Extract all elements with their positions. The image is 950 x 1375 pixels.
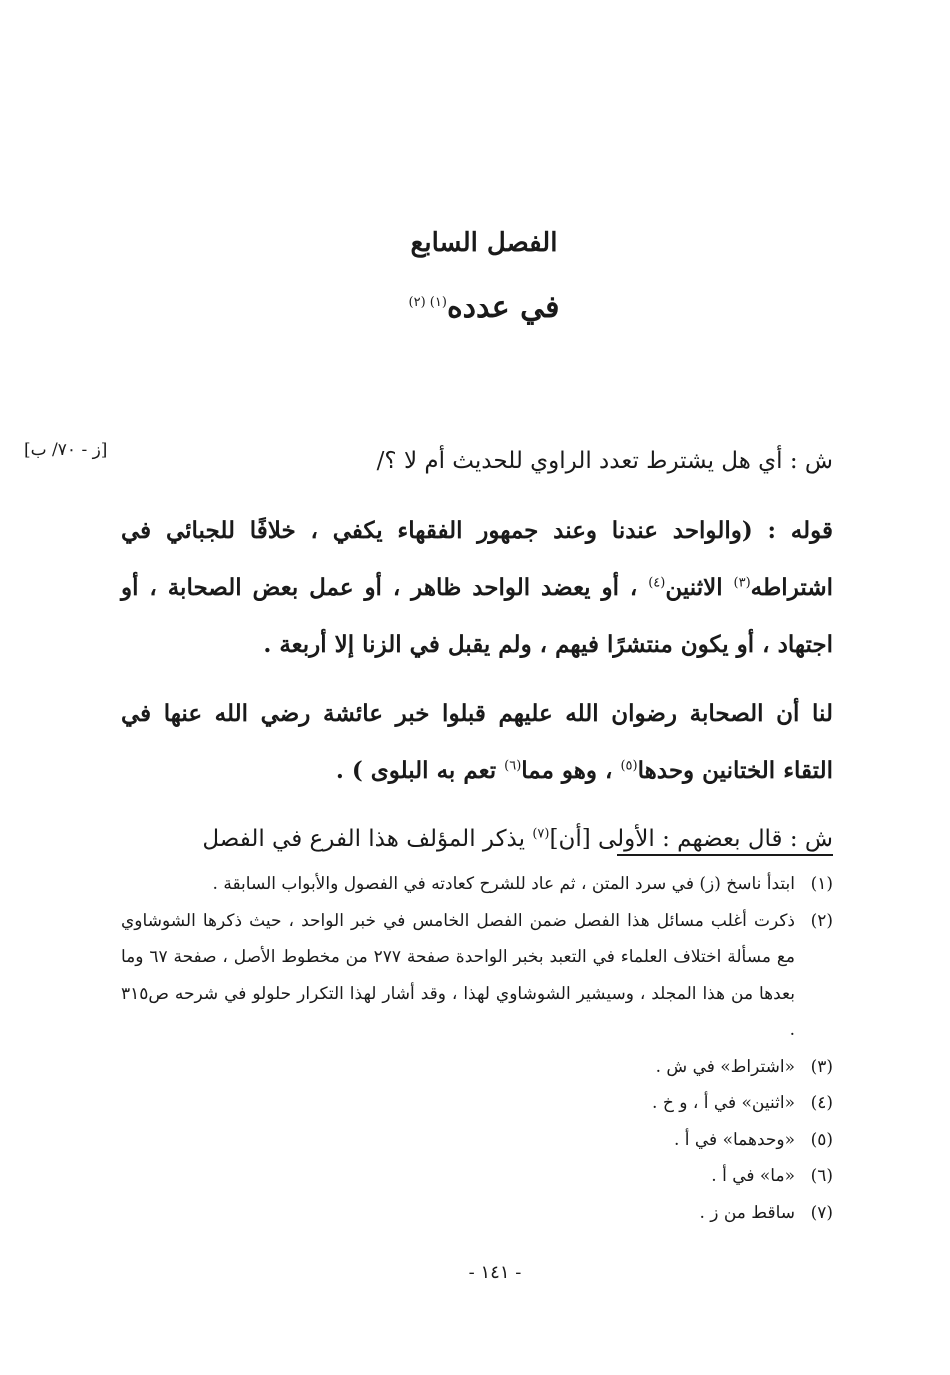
paragraph-text: ش : قال بعضهم : الأولى [أن] bbox=[549, 826, 833, 852]
chapter-title: الفصل السابع bbox=[410, 228, 558, 258]
footnote-ref: (٤) bbox=[648, 575, 666, 591]
page-number: - ١٤١ - bbox=[468, 1262, 522, 1283]
footnote bbox=[121, 903, 833, 1049]
chapter-subtitle bbox=[0, 290, 950, 325]
paragraph bbox=[121, 685, 833, 799]
footnote-number: (١) bbox=[810, 874, 833, 894]
paragraph-text: قوله : (والواحد عندنا وعند جمهور الفقهاء يكفي ، خلافًا للجبائي في اشتراطه bbox=[121, 517, 833, 601]
footnote-number: (٥) bbox=[810, 1129, 833, 1150]
footnotes bbox=[121, 866, 833, 1231]
footnote-number: (٣) bbox=[810, 1056, 833, 1077]
footnote-number: (٦) bbox=[810, 1166, 833, 1186]
paragraph-text: تعم به البلوى ) . bbox=[335, 757, 505, 784]
footnote-ref: (٧) bbox=[532, 826, 550, 842]
footnote-text: ساقط من ز . bbox=[699, 1202, 795, 1223]
footnote bbox=[121, 1085, 833, 1122]
footnote bbox=[121, 1122, 833, 1159]
paragraph bbox=[121, 811, 833, 868]
manuscript-folio-reference: [ز - ٧٠/ ب] bbox=[24, 440, 108, 460]
paragraph-text: ، أو يعضد الواحد ظاهر ، أو عمل بعض الصحابة ، أو اجتهاد ، أو يكون منتشرًا فيهم ، ولم يقبل في الزنا إلا أربعة . bbox=[121, 574, 833, 658]
paragraph-text: يذكر المؤلف هذا الفرع في الفصل bbox=[202, 826, 533, 852]
paragraph-text: ش : أي هل يشترط تعدد الراوي للحديث أم لا ؟/ bbox=[376, 448, 833, 474]
paragraph bbox=[121, 433, 833, 490]
footnote-number: (٤) bbox=[810, 1093, 833, 1113]
footnote bbox=[121, 1158, 833, 1195]
footnote-separator bbox=[617, 854, 833, 856]
footnote-ref: (٣) bbox=[733, 575, 751, 591]
paragraph bbox=[121, 502, 833, 673]
main-text bbox=[121, 433, 833, 880]
footnote-text: ابتدأ ناسخ (ز) في سرد المتن ، ثم عاد للشرح كعادته في الفصول والأبواب السابقة . bbox=[212, 874, 795, 894]
footnote-number: (٧) bbox=[810, 1202, 833, 1223]
footnote bbox=[121, 1049, 833, 1086]
footnote-text: «اثنين» في أ ، و خ . bbox=[652, 1093, 795, 1113]
chapter-subtitle-text: في عدده bbox=[446, 290, 560, 325]
footnote-text: ذكرت أغلب مسائل هذا الفصل ضمن الفصل الخامس في خبر الواحد ، حيث ذكرها الشوشاوي مع مسألة اختلاف العلماء في التعبد بخبر الواحدة صفحة ٢٧٧ من مخطوط الأصل ، صفحة ٦٧ وما بعدها من هذا المجلد ، وسيشير الشوشاوي لهذا ، وقد أشار لهذا التكرار حلولو في شرحه ص٣١٥ . bbox=[121, 910, 795, 1040]
footnote-number: (٢) bbox=[810, 910, 833, 931]
chapter-subtitle-footnote-refs: (١) (٢) bbox=[408, 295, 447, 310]
footnote-text: «ما» في أ . bbox=[711, 1166, 795, 1186]
footnote bbox=[121, 1195, 833, 1232]
footnote-text: «وحدهما» في أ . bbox=[673, 1129, 795, 1150]
footnote-ref: (٥) bbox=[620, 758, 638, 774]
paragraph-text: الاثنين bbox=[665, 574, 734, 601]
paragraph-text: لنا أن الصحابة رضوان الله عليهم قبلوا خبر عائشة رضي الله عنها في التقاء الختانين وحدها bbox=[121, 700, 833, 784]
footnote bbox=[121, 866, 833, 903]
paragraph-text: ، وهو مما bbox=[521, 757, 621, 784]
footnote-ref: (٦) bbox=[504, 758, 522, 774]
footnote-text: «اشتراط» في ش . bbox=[655, 1056, 795, 1077]
